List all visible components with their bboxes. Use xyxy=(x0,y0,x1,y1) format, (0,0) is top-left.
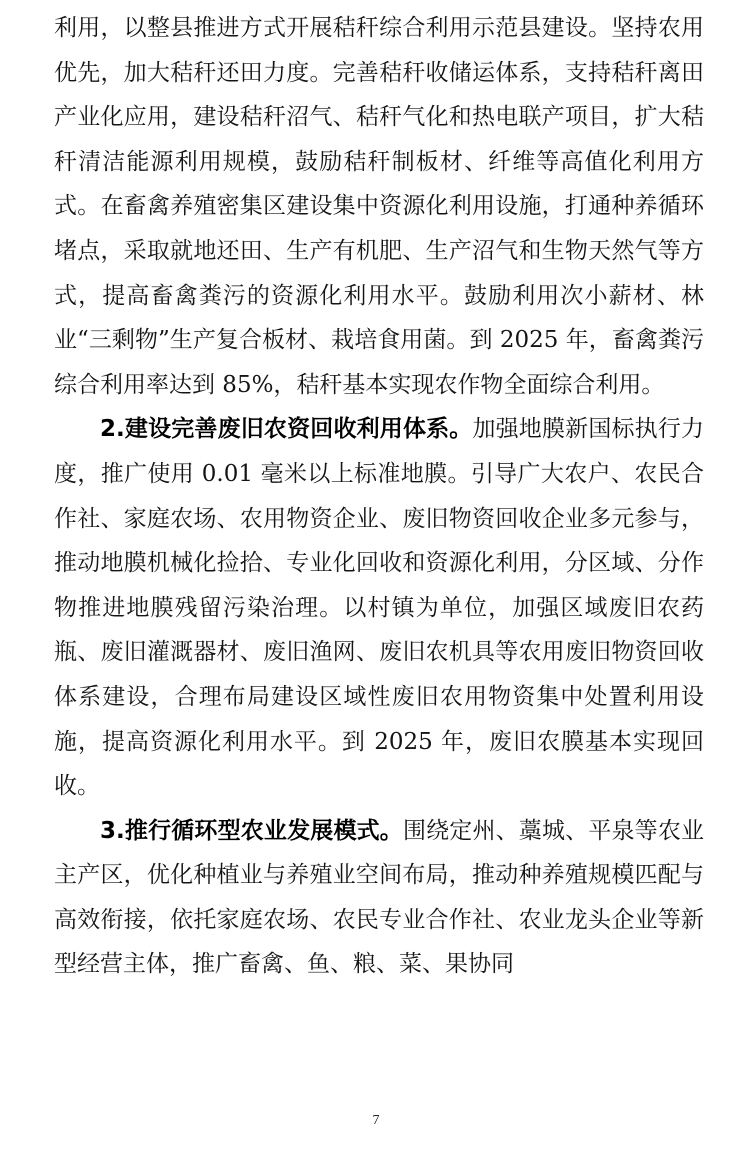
paragraph-body: 加强地膜新国标执行力度，推广使用 0.01 毫米以上标准地膜。引导广大农户、农民合作社、家庭农场、农用物资企业、废旧物资回收企业多元参与，推动地膜机械化捡拾、专业化回收和资源化利用，分区域、分作物推进地膜残留污染治理。以村镇为单位，加强区域废旧农药瓶、废旧灌溉器材、废旧渔网、废旧农机具等农用废旧物资回收体系建设，合理布局建设区域性废旧农用物资集中处置利用设施，提高资源化利用水平。到 2025 年，废旧农膜基本实现回收。 xyxy=(54,416,704,800)
page-number: 7 xyxy=(372,1113,380,1128)
section-heading: 2.建设完善废旧农资回收利用体系。 xyxy=(100,416,473,443)
section-heading: 3.推行循环型农业发展模式。 xyxy=(100,817,403,844)
paragraph-body: 利用，以整县推进方式开展秸秆综合利用示范县建设。坚持农用优先，加大秸秆还田力度。完善秸秆收储运体系，支持秸秆离田产业化应用，建设秸秆沼气、秸秆气化和热电联产项目，扩大秸秆清洁能源利用规模，鼓励秸秆制板材、纤维等高值化利用方式。在畜禽养殖密集区建设集中资源化利用设施，打通种养循环堵点，采取就地还田、生产有机肥、生产沼气和生物天然气等方式，提高畜禽粪污的资源化利用水平。鼓励利用次小薪材、林业“三剩物”生产复合板材、栽培食用菌。到 2025 年，畜禽粪污综合利用率达到 85%，秸秆基本实现农作物全面综合利用。 xyxy=(54,15,704,398)
document-body xyxy=(54,6,704,987)
paragraph-body: 围绕定州、藁城、平泉等农业主产区，优化种植业与养殖业空间布局，推动种养殖规模匹配与高效衔接，依托家庭农场、农民专业合作社、农业龙头企业等新型经营主体，推广畜禽、鱼、粮、菜、果协同 xyxy=(54,817,704,978)
paragraph-farm-waste-recycling xyxy=(54,407,704,808)
paragraph-circular-agriculture xyxy=(54,809,704,987)
paragraph-straw-manure-utilization xyxy=(54,6,704,407)
